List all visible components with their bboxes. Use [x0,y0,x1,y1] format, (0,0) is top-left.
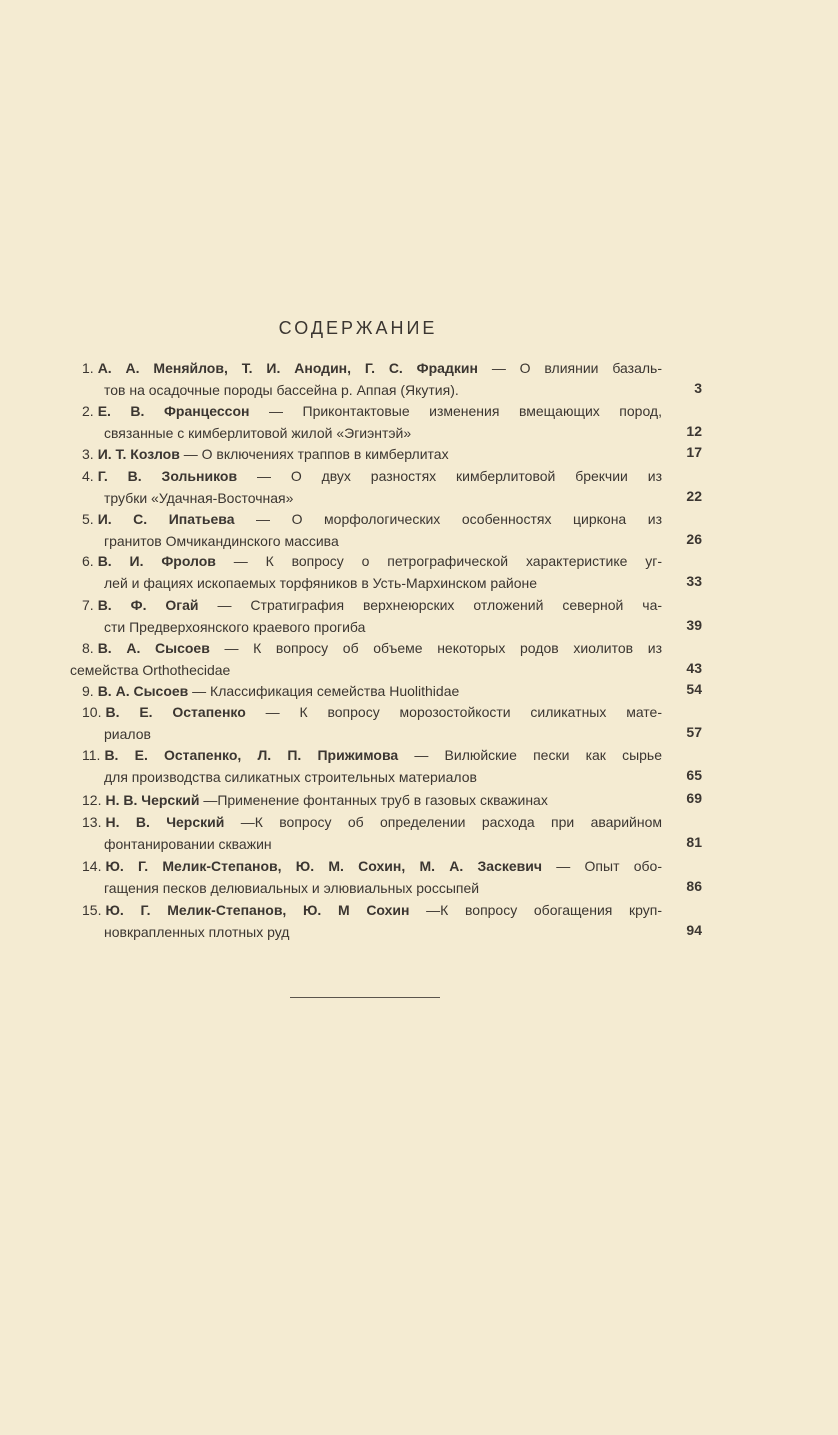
entry-title-part-2: для производства силикатных строительных материалов [104,768,477,785]
entry-page-number: 86 [686,877,702,894]
entry-page-number: 65 [686,766,702,783]
entry-page-number: 12 [686,422,702,439]
entry-authors: Ю. Г. Мелик-Степанов, Ю. М Сохин [105,902,410,918]
entry-page-number: 43 [686,659,702,676]
entry-title-part-1: — Приконтактовые изменения вмещающих пород, [269,403,662,419]
entry-page-number: 33 [686,572,702,589]
entry-authors: Н. В. Черский [105,814,225,830]
entry-title-part-1: — К вопросу о петрографической характеристике уг- [233,553,662,569]
entry-number: 12. [82,792,102,808]
entry-authors: Н. В. Черский [105,792,200,808]
entry-title-part-1: —К вопросу об определении расхода при аварийном [240,814,662,830]
entry-number: 14. [82,858,102,874]
entry-title-part-2: трубки «Удачная-Восточная» [104,489,294,506]
entry-title-part-2: связанные с кимберлитовой жилой «Эгиэнтэй» [104,424,412,441]
entry-authors: В. Е. Остапенко, Л. П. Прижимова [104,747,399,763]
entry-line-1 [82,551,662,573]
entry-number: 10. [82,704,102,720]
entry-page-number: 54 [686,681,702,697]
entry-title-part-2: гащения песков делювиальных и элювиальных россыпей [104,879,480,896]
entry-page-number: 3 [694,379,702,396]
entry-page-number: 22 [686,487,702,504]
entry-authors: В. А. Сысоев [97,683,189,699]
entry-title-part-1: — Классификация семейства Huolithidae [192,683,460,699]
entry-line-1 [82,745,662,767]
entry-title-part-1: — Опыт обо- [556,858,662,874]
entry-line-1 [82,702,662,724]
entry-number: 13. [82,814,102,830]
toc-entry [82,466,702,509]
entry-page-number: 26 [686,530,702,547]
entry-title-part-1: —К вопросу обогащения круп- [426,902,663,918]
toc-entry [82,812,702,855]
toc-entry [82,681,702,703]
entry-number: 5. [82,511,94,527]
entry-line-1 [82,681,662,703]
entry-line-1 [82,812,662,834]
entry-title-part-2: сти Предверхоянского краевого прогиба [104,618,366,635]
entry-title-part-2: семейства Orthothecidae [70,661,231,678]
entry-authors: В. И. Фролов [97,553,216,569]
entry-number: 1. [82,360,94,376]
toc-entry [82,856,702,899]
toc-entry [82,595,702,638]
entry-number: 4. [82,468,94,484]
entry-line-1 [82,900,662,922]
entry-title-part-1: — О морфологических особенностях циркона из [256,511,662,527]
entry-authors: И. С. Ипатьева [97,511,235,527]
entry-authors: Ю. Г. Мелик-Степанов, Ю. М. Сохин, М. А. Заскевич [105,858,543,874]
toc-entry [82,358,702,401]
toc-entry [82,900,702,943]
entry-number: 8. [82,640,94,656]
entry-number: 6. [82,553,94,569]
entry-number: 15. [82,902,102,918]
entry-authors: И. Т. Козлов [97,446,180,462]
entry-title-part-1: — К вопросу морозостойкости силикатных мате- [265,704,663,720]
entry-authors: В. Ф. Огай [97,597,199,613]
entry-number: 7. [82,597,94,613]
entry-page-number: 57 [686,723,702,740]
entry-title-part-2: лей и фациях ископаемых торфяников в Усть-Мархинском районе [104,574,538,591]
entry-line-1 [82,856,662,878]
toc-entry [82,790,702,812]
entry-page-number: 81 [686,833,702,850]
entry-page-number: 39 [686,616,702,633]
entry-title-part-2: фонтанировании скважин [104,835,272,852]
entry-number: 9. [82,683,94,699]
toc-entry [82,745,702,788]
entry-page-number: 94 [686,921,702,938]
toc-entry [70,638,702,681]
entry-title-part-1: — О включениях траппов в кимберлитах [183,446,449,462]
page-title: СОДЕРЖАНИЕ [278,318,438,338]
entry-authors: В. А. Сысоев [97,640,210,656]
entry-title-part-2: тов на осадочные породы бассейна р. Аппая (Якутия). [104,381,459,398]
entry-title-part-1: — О двух разностях кимберлитовой брекчии из [256,468,662,484]
entry-line-1 [82,358,662,380]
entry-title-part-1: —Применение фонтанных труб в газовых скважинах [203,792,548,808]
entry-title-part-1: — О влиянии базаль- [491,360,663,376]
entry-page-number: 17 [686,444,702,460]
entry-line-1 [82,790,662,812]
toc-entry [82,401,702,444]
entry-line-1 [82,595,662,617]
entry-authors: Г. В. Зольников [97,468,238,484]
entry-number: 2. [82,403,94,419]
entry-line-1 [82,509,662,531]
entry-title-part-1: — Стратиграфия верхнеюрских отложений северной ча- [217,597,663,613]
entry-title-part-2: риалов [104,725,151,742]
toc-entry [82,702,702,745]
toc-entry [82,444,702,466]
entry-line-1 [82,401,662,423]
entry-authors: А. А. Меняйлов, Т. И. Анодин, Г. С. Фрадкин [97,360,478,376]
divider-rule [290,997,440,998]
entry-title-part-2: новкрапленных плотных руд [104,923,290,940]
entry-line-1 [82,444,662,466]
entry-line-1 [82,638,662,660]
entry-title-part-2: гранитов Омчикандинского массива [104,532,339,549]
entry-authors: В. Е. Остапенко [105,704,246,720]
entry-number: 11. [82,747,101,763]
entry-title-part-1: — К вопросу об объеме некоторых родов хиолитов из [224,640,662,656]
entry-title-part-1: — Вилюйские пески как сырье [414,747,663,763]
toc-entry [82,551,702,594]
entry-page-number: 69 [686,790,702,806]
toc-entry [82,509,702,552]
entry-authors: Е. В. Францессон [97,403,250,419]
entry-line-1 [82,466,662,488]
entry-number: 3. [82,446,94,462]
